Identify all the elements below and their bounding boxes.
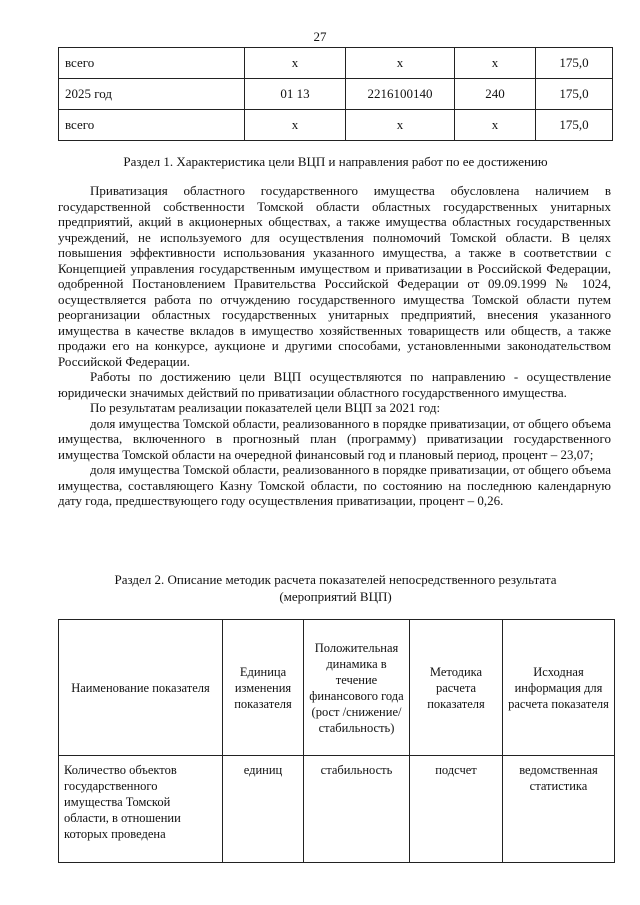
table-cell: всего (59, 110, 245, 141)
paragraph: Приватизация областного государственного имущества обусловлена наличием в государственной собственности Томской области областных государственных унитарных предприятий, акций в акционерных обществах, а также имущества областных государственных учреждений, не используемого для осуществления полномочий Томской области. В целях повышения эффективности использования указанного имущества, а также в соответствии с Концепцией управления государственным имуществом и приватизации в Российской Федерации, одобренной Постановлением Правительства Российской Федерации от 09.09.1999 № 1024, осуществляется работа по отчуждению государственного имущества Томской области путем реорганизации областных государственных унитарных предприятий, внесения указанного имущества в качестве вкладов в имущество хозяйственных товариществ или обществ, а также продажи его на конкурсе, аукционе и другими способами, установленными законодательством Российской Федерации. (58, 183, 611, 369)
table-cell: 175,0 (536, 79, 613, 110)
paragraph: доля имущества Томской области, реализованного в порядке приватизации, от общего объема имущества, составляющего Казну Томской области, по состоянию на последнюю календарную дату года, предшествующего году осуществления приватизации, процент – 0,26. (58, 462, 611, 508)
table-cell: 01 13 (245, 79, 346, 110)
section1-body (58, 183, 611, 509)
table-cell: x (455, 110, 536, 141)
page-number: 27 (313, 29, 327, 44)
table-header-cell: Методика расчета показателя (410, 620, 503, 756)
table-header-cell: Единица изменения показателя (223, 620, 304, 756)
section1-title: Раздел 1. Характеристика цели ВЦП и направления работ по ее достижению (123, 154, 548, 169)
table-cell: x (245, 48, 346, 79)
table-cell: 2216100140 (346, 79, 455, 110)
table-cell: единиц (223, 756, 304, 863)
budget-table (58, 47, 613, 141)
table-cell: Количество объектов государственного имущества Томской области, в отношении которых проведена (59, 756, 223, 863)
table-cell: подсчет (410, 756, 503, 863)
section2-title-line2: (мероприятий ВЦП) (279, 589, 392, 604)
table-header-cell: Наименование показателя (59, 620, 223, 756)
table-cell: 175,0 (536, 48, 613, 79)
table-cell: 2025 год (59, 79, 245, 110)
table-cell: 240 (455, 79, 536, 110)
table-cell: ведомственная статистика (503, 756, 615, 863)
table-cell: x (245, 110, 346, 141)
table-cell: всего (59, 48, 245, 79)
table-cell: 175,0 (536, 110, 613, 141)
table-row (59, 110, 613, 141)
table-row (59, 756, 615, 863)
table-cell: x (455, 48, 536, 79)
paragraph: По результатам реализации показателей цели ВЦП за 2021 год: (90, 400, 441, 415)
section2-title (58, 571, 613, 605)
paragraph: доля имущества Томской области, реализованного в порядке приватизации, от общего объема имущества, включенного в прогнозный план (программу) приватизации государственного имущества Томской области на очередной финансовый год и плановый период, процент – 23,07; (58, 415, 611, 462)
section2-title-line1: Раздел 2. Описание методик расчета показателей непосредственного результата (114, 572, 557, 587)
table-header-cell: Исходная информация для расчета показателя (503, 620, 615, 756)
table-row (59, 48, 613, 79)
table-header-row (59, 620, 615, 756)
table-cell: x (346, 48, 455, 79)
table-cell: x (346, 110, 455, 141)
table-row (59, 79, 613, 110)
indicator-methodology-table (58, 619, 615, 863)
table-cell: стабильность (304, 756, 410, 863)
table-header-cell: Положительная динамика в течение финансового года (рост /снижение/ стабильность) (304, 620, 410, 756)
paragraph: Работы по достижению цели ВЦП осуществляются по направлению - осуществление юридически значимых действий по приватизации областного государственного имущества. (58, 369, 611, 400)
